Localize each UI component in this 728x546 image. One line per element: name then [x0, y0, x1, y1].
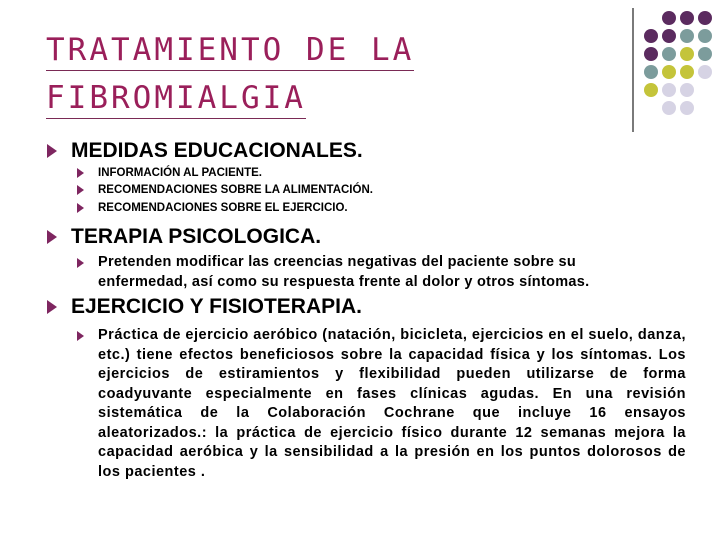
decorative-dot: [680, 101, 694, 115]
list-item: INFORMACIÓN AL PACIENTE.: [98, 167, 262, 179]
section-heading-psychological: TERAPIA PSICOLOGICA.: [71, 225, 322, 248]
list-item: RECOMENDACIONES SOBRE LA ALIMENTACIÓN.: [98, 184, 373, 196]
decorative-dot: [662, 65, 676, 79]
decorative-dot: [644, 47, 658, 61]
paragraph-exercise: Práctica de ejercicio aeróbico (natación, bicicleta, ejercicios en el suelo, danza, etc.) tiene efectos beneficiosos sobre la capacidad física y los síntomas. Los ejercicios de estiramientos y flexibilidad pueden utilizarse de forma coadyuvante especialmente en fases clínicas agudas. En una revisión sistemática de la Colaboración Cochrane que incluye 16 ensayos aleatorizados.: la práctica de ejercicio físico durante 12 semanas mejora la capacidad aeróbica y la sensibilidad a la presión en los puntos dolorosos de los pacientes .: [98, 327, 686, 480]
decorative-dot: [680, 83, 694, 97]
bullet-arrow-icon: [47, 300, 57, 314]
decorative-dot: [662, 101, 676, 115]
decorative-dot: [680, 47, 694, 61]
decorative-dot: [680, 11, 694, 25]
decorative-dot: [680, 29, 694, 43]
sub-bullet-arrow-icon: [77, 258, 84, 268]
section-heading-educational: MEDIDAS EDUCACIONALES.: [71, 139, 363, 162]
section-heading-exercise: EJERCICIO Y FISIOTERAPIA.: [71, 295, 362, 318]
decorative-dot: [662, 11, 676, 25]
sub-bullet-arrow-icon: [77, 168, 84, 178]
decorative-dot: [680, 65, 694, 79]
decorative-dot: [698, 65, 712, 79]
sub-bullet-arrow-icon: [77, 185, 84, 195]
decorative-dot: [698, 11, 712, 25]
decorative-dot: [698, 47, 712, 61]
decorative-dot: [644, 83, 658, 97]
decorative-dot: [644, 29, 658, 43]
decorative-dot: [698, 29, 712, 43]
bullet-arrow-icon: [47, 144, 57, 158]
paragraph-psychological: Pretenden modificar las creencias negativas del paciente sobre su enfermedad, así como su respuesta frente al dolor y otros síntomas.: [98, 254, 590, 290]
sub-bullet-arrow-icon: [77, 331, 84, 341]
sub-bullet-arrow-icon: [77, 203, 84, 213]
decorative-divider: [632, 8, 634, 132]
decorative-dot: [644, 65, 658, 79]
title-line-2: FIBROMIALGIA: [46, 80, 306, 119]
bullet-arrow-icon: [47, 230, 57, 244]
title-line-1: TRATAMIENTO DE LA: [46, 32, 414, 71]
list-item: RECOMENDACIONES SOBRE EL EJERCICIO.: [98, 202, 348, 214]
decorative-dot: [662, 83, 676, 97]
decorative-dot: [662, 47, 676, 61]
decorative-dot: [662, 29, 676, 43]
